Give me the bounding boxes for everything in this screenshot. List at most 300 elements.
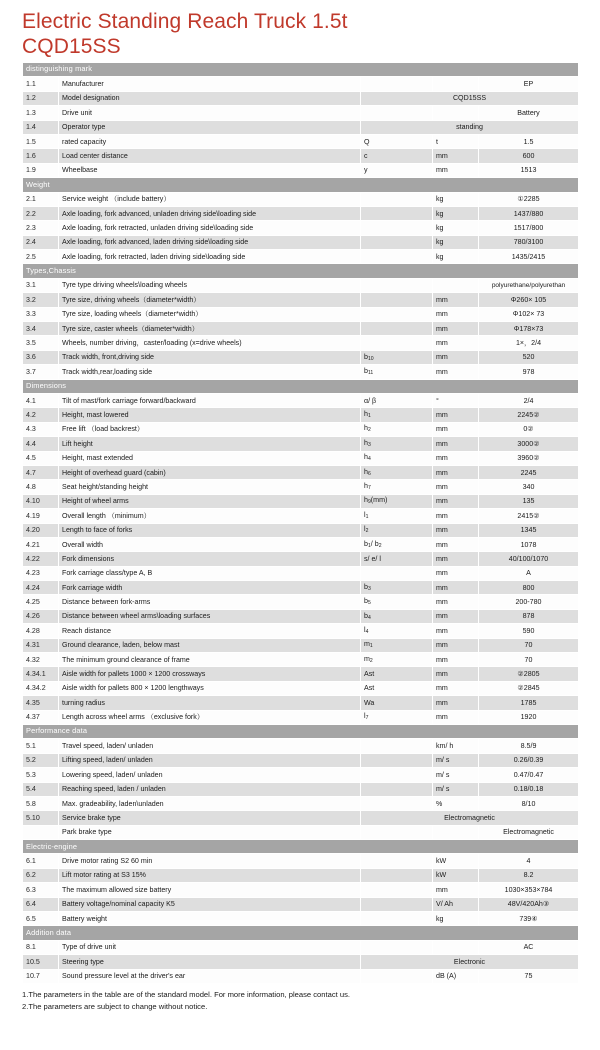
footnote: 1.The parameters in the table are of the standard model. For more information, please contact us. — [22, 990, 350, 999]
section-header-label: distinguishing mark — [23, 63, 579, 77]
row-id-cell: 4.1 — [23, 393, 59, 407]
table-row — [23, 451, 579, 465]
row-value-cell: ①2285 — [479, 192, 579, 206]
row-value-cell: 200-780 — [479, 595, 579, 609]
row-value-cell: Φ260× 105 — [479, 293, 579, 307]
row-symbol-cell — [361, 250, 433, 264]
row-id-cell: 10.7 — [23, 969, 59, 983]
row-description-cell: Tyre size, caster wheels（diameter*width） — [59, 322, 361, 336]
row-unit-cell — [433, 940, 479, 954]
row-description-cell: Height of overhead guard (cabin) — [59, 465, 361, 479]
row-id-cell: 3.7 — [23, 365, 59, 379]
row-unit-cell: mm — [433, 350, 479, 364]
table-row — [23, 278, 579, 292]
row-unit-cell: mm — [433, 494, 479, 508]
row-value-cell: Electromagnetic — [479, 825, 579, 839]
table-row — [23, 955, 579, 969]
row-symbol-cell: $h_9(mm)$ — [361, 494, 433, 508]
row-value-cell: 70 — [479, 653, 579, 667]
table-row — [23, 350, 579, 364]
row-description-cell: Lift height — [59, 437, 361, 451]
row-symbol-cell — [361, 336, 433, 350]
row-symbol-cell — [361, 768, 433, 782]
row-value-cell: 1437/880 — [479, 206, 579, 220]
table-row — [23, 523, 579, 537]
row-unit-cell: mm — [433, 408, 479, 422]
row-description-cell: Reach distance — [59, 624, 361, 638]
table-row — [23, 235, 579, 249]
section-header-row — [23, 724, 579, 738]
row-unit-cell: km/ h — [433, 739, 479, 753]
row-symbol-cell — [361, 969, 433, 983]
row-value-cell: 70 — [479, 638, 579, 652]
table-row — [23, 322, 579, 336]
row-unit-cell — [433, 825, 479, 839]
table-row — [23, 537, 579, 551]
row-symbol-cell: α/ β — [361, 393, 433, 407]
row-unit-cell: mm — [433, 480, 479, 494]
table-row — [23, 365, 579, 379]
row-value-cell: 40/100/1070 — [479, 552, 579, 566]
section-header-row — [23, 379, 579, 393]
row-id-cell: 4.35 — [23, 696, 59, 710]
row-id-cell: 5.10 — [23, 811, 59, 825]
row-symbol-cell — [361, 566, 433, 580]
table-row — [23, 206, 579, 220]
row-description-cell: Height of wheel arms — [59, 494, 361, 508]
row-value-cell: 878 — [479, 609, 579, 623]
table-row — [23, 653, 579, 667]
table-row — [23, 912, 579, 926]
row-value-cell: 135 — [479, 494, 579, 508]
row-id-cell: 2.5 — [23, 250, 59, 264]
row-symbol-cell: Wa — [361, 696, 433, 710]
table-row — [23, 221, 579, 235]
row-description-cell: Max. gradeability, laden\unladen — [59, 796, 361, 810]
row-symbol-cell: $b_1/$ $b_2$ — [361, 537, 433, 551]
table-row — [23, 509, 579, 523]
row-symbol-cell: $l_4$ — [361, 624, 433, 638]
section-header-row — [23, 178, 579, 192]
section-header-row — [23, 926, 579, 940]
row-description-cell: Service brake type — [59, 811, 361, 825]
row-symbol-cell — [361, 854, 433, 868]
row-description-cell: Drive motor rating S2 60 min — [59, 854, 361, 868]
row-value-cell: 8/10 — [479, 796, 579, 810]
row-symbol-cell — [361, 192, 433, 206]
row-unit-cell: mm — [433, 883, 479, 897]
row-symbol-cell: $m_2$ — [361, 653, 433, 667]
row-id-cell: 4.10 — [23, 494, 59, 508]
table-row — [23, 854, 579, 868]
row-symbol-cell: y — [361, 163, 433, 177]
row-unit-cell: mm — [433, 609, 479, 623]
row-unit-cell: mm — [433, 163, 479, 177]
row-unit-cell: mm — [433, 365, 479, 379]
section-header-label: Weight — [23, 178, 579, 192]
row-unit-cell: mm — [433, 336, 479, 350]
row-description-cell: Aisle width for pallets 800 × 1200 lengthways — [59, 681, 361, 695]
page-title-line2: CQD15SS — [22, 35, 121, 58]
row-unit-cell: mm — [433, 667, 479, 681]
row-id-cell: 1.1 — [23, 77, 59, 91]
row-unit-cell: mm — [433, 465, 479, 479]
row-description-cell: Wheelbase — [59, 163, 361, 177]
table-row — [23, 825, 579, 839]
row-description-cell: Tilt of mast/fork carriage forward/backward — [59, 393, 361, 407]
row-symbol-cell — [361, 940, 433, 954]
row-id-cell: 4.19 — [23, 509, 59, 523]
row-description-cell: Sound pressure level at the driver's ear — [59, 969, 361, 983]
table-row — [23, 250, 579, 264]
row-description-cell: Axle loading, fork advanced, laden driving side\loading side — [59, 235, 361, 249]
row-value-cell: Φ178×73 — [479, 322, 579, 336]
row-symbol-cell — [361, 912, 433, 926]
row-id-cell: 10.5 — [23, 955, 59, 969]
row-unit-cell: mm — [433, 638, 479, 652]
row-unit-cell: mm — [433, 437, 479, 451]
row-description-cell: Lifting speed, laden/ unladen — [59, 753, 361, 767]
row-symbol-cell: $h_6$ — [361, 465, 433, 479]
table-row — [23, 106, 579, 120]
row-id-cell: 1.4 — [23, 120, 59, 134]
row-id-cell: 4.34.2 — [23, 681, 59, 695]
row-symbol-cell: $b_4$ — [361, 609, 433, 623]
row-value-cell: 1345 — [479, 523, 579, 537]
row-unit-cell: mm — [433, 566, 479, 580]
row-symbol-cell: $h_4$ — [361, 451, 433, 465]
row-unit-cell: mm — [433, 293, 479, 307]
page-title-line1: Electric Standing Reach Truck 1.5t — [22, 10, 348, 33]
row-description-cell: Axle loading, fork retracted, laden driving side\loading side — [59, 250, 361, 264]
row-id-cell: 4.2 — [23, 408, 59, 422]
row-id-cell: 1.2 — [23, 91, 59, 105]
row-value-cell: 0.26/0.39 — [479, 753, 579, 767]
row-description-cell: Park brake type — [59, 825, 361, 839]
row-value-cell: Battery — [479, 106, 579, 120]
row-description-cell: Fork dimensions — [59, 552, 361, 566]
row-symbol-cell — [361, 796, 433, 810]
row-symbol-cell: $b_{10}$ — [361, 350, 433, 364]
row-description-cell: Load center distance — [59, 149, 361, 163]
row-value-cell: 0.18/0.18 — [479, 782, 579, 796]
row-id-cell: 4.22 — [23, 552, 59, 566]
row-unit-cell — [433, 278, 479, 292]
table-row — [23, 897, 579, 911]
row-id-cell: 4.28 — [23, 624, 59, 638]
row-value-cell: 4 — [479, 854, 579, 868]
table-row — [23, 710, 579, 724]
table-row — [23, 868, 579, 882]
row-description-cell: Reaching speed, laden / unladen — [59, 782, 361, 796]
table-row — [23, 422, 579, 436]
table-row — [23, 437, 579, 451]
row-id-cell: 2.3 — [23, 221, 59, 235]
row-id-cell: 4.4 — [23, 437, 59, 451]
table-row — [23, 940, 579, 954]
section-header-label: Addition data — [23, 926, 579, 940]
row-id-cell: 2.1 — [23, 192, 59, 206]
row-id-cell: 4.21 — [23, 537, 59, 551]
table-row — [23, 753, 579, 767]
table-row — [23, 293, 579, 307]
row-description-cell: Tyre size, driving wheels（diameter*width） — [59, 293, 361, 307]
row-id-cell: 3.2 — [23, 293, 59, 307]
row-description-cell: Ground clearance, laden, below mast — [59, 638, 361, 652]
row-unit-cell: mm — [433, 653, 479, 667]
row-symbol-cell: $h_3$ — [361, 437, 433, 451]
row-unit-cell: kg — [433, 912, 479, 926]
row-id-cell: 5.2 — [23, 753, 59, 767]
row-description-cell: Tyre type driving wheels\loading wheels — [59, 278, 361, 292]
row-unit-cell: mm — [433, 523, 479, 537]
section-header-row — [23, 264, 579, 278]
row-value-cell: 800 — [479, 581, 579, 595]
section-header-label: Electric-engine — [23, 840, 579, 854]
row-description-cell: Height, mast extended — [59, 451, 361, 465]
table-row — [23, 552, 579, 566]
row-value-cell: Electronic — [361, 955, 579, 969]
row-id-cell: 6.5 — [23, 912, 59, 926]
table-row — [23, 134, 579, 148]
row-id-cell: 6.1 — [23, 854, 59, 868]
row-symbol-cell: $l_1$ — [361, 509, 433, 523]
row-id-cell: 4.3 — [23, 422, 59, 436]
row-id-cell: 4.8 — [23, 480, 59, 494]
row-value-cell: 8.2 — [479, 868, 579, 882]
row-unit-cell: kW — [433, 854, 479, 868]
row-id-cell: 4.34.1 — [23, 667, 59, 681]
row-value-cell: polyurethane/polyurethan — [479, 278, 579, 292]
table-row — [23, 883, 579, 897]
specification-table — [22, 62, 579, 984]
table-row — [23, 969, 579, 983]
row-id-cell — [23, 825, 59, 839]
section-header-row — [23, 840, 579, 854]
row-symbol-cell — [361, 739, 433, 753]
row-id-cell: 4.20 — [23, 523, 59, 537]
row-value-cell: 739④ — [479, 912, 579, 926]
section-header-row — [23, 63, 579, 77]
row-symbol-cell — [361, 883, 433, 897]
row-unit-cell — [433, 77, 479, 91]
row-value-cell: EP — [479, 77, 579, 91]
row-id-cell: 6.3 — [23, 883, 59, 897]
row-symbol-cell: Q — [361, 134, 433, 148]
row-description-cell: Overall length （minimum） — [59, 509, 361, 523]
row-value-cell: 2/4 — [479, 393, 579, 407]
row-value-cell: 1.5 — [479, 134, 579, 148]
row-description-cell: Distance between fork-arms — [59, 595, 361, 609]
row-id-cell: 2.2 — [23, 206, 59, 220]
row-unit-cell: mm — [433, 710, 479, 724]
row-id-cell: 5.1 — [23, 739, 59, 753]
row-unit-cell: dB (A) — [433, 969, 479, 983]
table-row — [23, 393, 579, 407]
row-value-cell: 0.47/0.47 — [479, 768, 579, 782]
row-unit-cell: kW — [433, 868, 479, 882]
table-row — [23, 77, 579, 91]
table-row — [23, 667, 579, 681]
row-symbol-cell: $b_{11}$ — [361, 365, 433, 379]
row-symbol-cell: $l_2$ — [361, 523, 433, 537]
row-value-cell: 3000② — [479, 437, 579, 451]
table-row — [23, 307, 579, 321]
row-id-cell: 4.37 — [23, 710, 59, 724]
row-description-cell: The maximum allowed size battery — [59, 883, 361, 897]
row-description-cell: Manufacturer — [59, 77, 361, 91]
row-id-cell: 6.4 — [23, 897, 59, 911]
section-header-label: Dimensions — [23, 379, 579, 393]
row-value-cell: 1517/800 — [479, 221, 579, 235]
row-id-cell: 5.8 — [23, 796, 59, 810]
table-row — [23, 595, 579, 609]
row-id-cell: 1.6 — [23, 149, 59, 163]
row-id-cell: 4.31 — [23, 638, 59, 652]
title-block — [0, 0, 600, 62]
table-row — [23, 581, 579, 595]
row-value-cell: 2245② — [479, 408, 579, 422]
row-description-cell: Overall width — [59, 537, 361, 551]
row-symbol-cell — [361, 782, 433, 796]
row-id-cell: 4.32 — [23, 653, 59, 667]
row-description-cell: Battery weight — [59, 912, 361, 926]
row-description-cell: Track width,rear,loading side — [59, 365, 361, 379]
row-id-cell: 4.24 — [23, 581, 59, 595]
row-description-cell: Fork carriage class/type A, B — [59, 566, 361, 580]
table-row — [23, 566, 579, 580]
row-id-cell: 4.23 — [23, 566, 59, 580]
table-row — [23, 149, 579, 163]
row-unit-cell: mm — [433, 422, 479, 436]
row-symbol-cell — [361, 206, 433, 220]
row-symbol-cell — [361, 235, 433, 249]
row-id-cell: 1.3 — [23, 106, 59, 120]
row-unit-cell: mm — [433, 552, 479, 566]
row-value-cell: 1030×353×784 — [479, 883, 579, 897]
row-unit-cell: kg — [433, 206, 479, 220]
row-value-cell: 1×，2/4 — [479, 336, 579, 350]
table-row — [23, 739, 579, 753]
row-description-cell: rated capacity — [59, 134, 361, 148]
row-symbol-cell: c — [361, 149, 433, 163]
row-description-cell: Axle loading, fork retracted, unladen driving side\loading side — [59, 221, 361, 235]
row-unit-cell: mm — [433, 322, 479, 336]
row-unit-cell: mm — [433, 581, 479, 595]
row-description-cell: Fork carriage width — [59, 581, 361, 595]
row-symbol-cell: $l_7$ — [361, 710, 433, 724]
row-value-cell: ②2805 — [479, 667, 579, 681]
row-unit-cell: kg — [433, 250, 479, 264]
row-description-cell: Travel speed, laden/ unladen — [59, 739, 361, 753]
table-row — [23, 91, 579, 105]
row-description-cell: Type of drive unit — [59, 940, 361, 954]
row-value-cell: 48V/420Ah③ — [479, 897, 579, 911]
row-symbol-cell: Ast — [361, 667, 433, 681]
row-symbol-cell — [361, 897, 433, 911]
table-row — [23, 192, 579, 206]
row-description-cell: turning radius — [59, 696, 361, 710]
table-row — [23, 465, 579, 479]
row-symbol-cell — [361, 106, 433, 120]
row-id-cell: 3.4 — [23, 322, 59, 336]
row-id-cell: 2.4 — [23, 235, 59, 249]
row-value-cell: 978 — [479, 365, 579, 379]
row-value-cell: Φ102× 73 — [479, 307, 579, 321]
row-unit-cell: mm — [433, 624, 479, 638]
table-row — [23, 696, 579, 710]
table-row — [23, 480, 579, 494]
row-id-cell: 6.2 — [23, 868, 59, 882]
row-value-cell: 780/3100 — [479, 235, 579, 249]
row-symbol-cell: $h_1$ — [361, 408, 433, 422]
row-value-cell: 8.5/9 — [479, 739, 579, 753]
row-id-cell: 3.1 — [23, 278, 59, 292]
row-unit-cell: V/ Ah — [433, 897, 479, 911]
row-value-cell: 520 — [479, 350, 579, 364]
row-unit-cell: kg — [433, 235, 479, 249]
row-id-cell: 8.1 — [23, 940, 59, 954]
row-description-cell: Drive unit — [59, 106, 361, 120]
table-row — [23, 811, 579, 825]
row-symbol-cell: s/ e/ l — [361, 552, 433, 566]
row-unit-cell: m/ s — [433, 782, 479, 796]
row-symbol-cell: $b_3$ — [361, 581, 433, 595]
row-value-cell: 1513 — [479, 163, 579, 177]
row-id-cell: 3.3 — [23, 307, 59, 321]
row-symbol-cell: $b_5$ — [361, 595, 433, 609]
row-unit-cell — [433, 106, 479, 120]
row-symbol-cell: $m_1$ — [361, 638, 433, 652]
row-description-cell: Battery voltage/nominal capacity K5 — [59, 897, 361, 911]
row-value-cell: 2415② — [479, 509, 579, 523]
row-description-cell: Length to face of forks — [59, 523, 361, 537]
row-unit-cell: mm — [433, 307, 479, 321]
row-symbol-cell — [361, 221, 433, 235]
row-value-cell: 1078 — [479, 537, 579, 551]
row-value-cell: 3960② — [479, 451, 579, 465]
row-value-cell: A — [479, 566, 579, 580]
row-description-cell: Free lift （load backrest） — [59, 422, 361, 436]
row-description-cell: Length across wheel arms （exclusive fork） — [59, 710, 361, 724]
row-description-cell: Operator type — [59, 120, 361, 134]
row-id-cell: 1.9 — [23, 163, 59, 177]
row-symbol-cell: $h_2$ — [361, 422, 433, 436]
row-unit-cell: mm — [433, 149, 479, 163]
row-unit-cell: mm — [433, 537, 479, 551]
row-description-cell: Distance between wheel arms\loading surfaces — [59, 609, 361, 623]
row-symbol-cell — [361, 77, 433, 91]
row-symbol-cell — [361, 868, 433, 882]
row-description-cell: Model designation — [59, 91, 361, 105]
row-value-cell: 2245 — [479, 465, 579, 479]
row-description-cell: Aisle width for pallets 1000 × 1200 crossways — [59, 667, 361, 681]
row-description-cell: Service weight （include battery） — [59, 192, 361, 206]
table-row — [23, 768, 579, 782]
row-unit-cell: mm — [433, 509, 479, 523]
row-id-cell: 5.3 — [23, 768, 59, 782]
row-value-cell: 1920 — [479, 710, 579, 724]
table-row — [23, 638, 579, 652]
row-value-cell: AC — [479, 940, 579, 954]
row-value-cell: ②2845 — [479, 681, 579, 695]
row-symbol-cell: $h_7$ — [361, 480, 433, 494]
table-row — [23, 609, 579, 623]
footnote: 2.The parameters are subject to change without notice. — [22, 1002, 208, 1011]
row-unit-cell: kg — [433, 192, 479, 206]
row-value-cell: 75 — [479, 969, 579, 983]
row-id-cell: 4.25 — [23, 595, 59, 609]
